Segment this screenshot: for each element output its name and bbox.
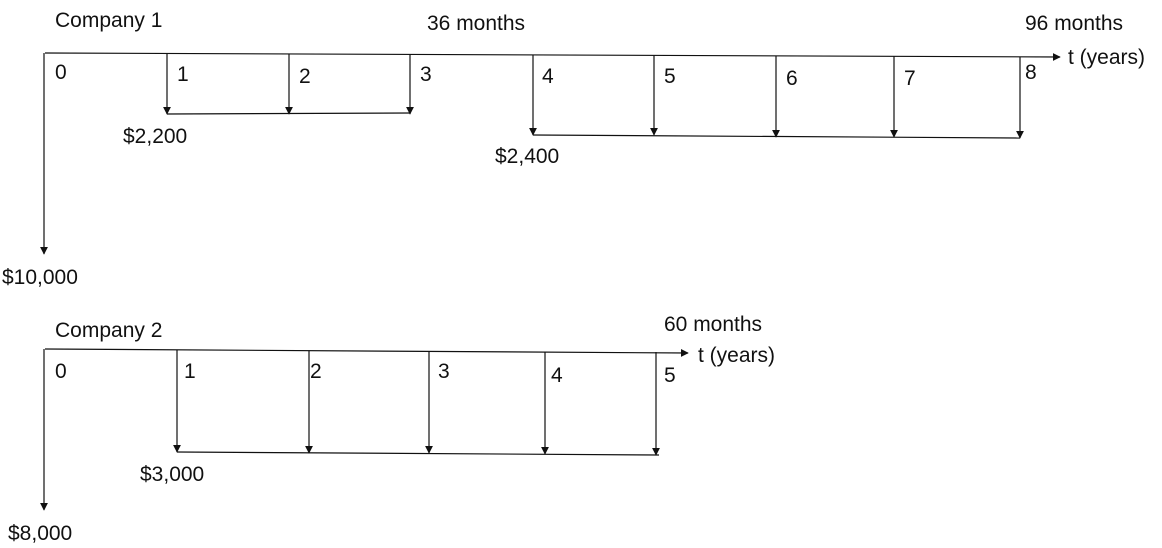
company-1-payment-group-2-amount: $2,400 bbox=[495, 145, 560, 168]
company-1-period-0: 0 bbox=[55, 61, 67, 84]
company-2-diagram bbox=[8, 313, 775, 545]
company-1-period-3: 3 bbox=[420, 63, 432, 86]
company-1-period-2: 2 bbox=[299, 65, 311, 88]
company-2-payment-group-connector bbox=[177, 452, 659, 455]
company-2-period-4: 4 bbox=[551, 364, 563, 387]
company-2-time-axis bbox=[45, 349, 688, 353]
company-1-marker-96-months: 96 months bbox=[1025, 12, 1124, 35]
company-1-period-5: 5 bbox=[664, 65, 676, 88]
company-2-period-3: 3 bbox=[438, 360, 450, 383]
company-2-marker-60-months: 60 months bbox=[664, 313, 763, 336]
company-1-marker-36-months: 36 months bbox=[427, 12, 526, 35]
company-2-initial-outflow-label: $8,000 bbox=[8, 522, 73, 545]
company-1-period-8: 8 bbox=[1025, 61, 1037, 84]
company-1-period-7: 7 bbox=[904, 67, 916, 90]
company-1-period-6: 6 bbox=[786, 67, 798, 90]
company-1-axis-label: t (years) bbox=[1068, 46, 1146, 69]
company-1-initial-outflow-label: $10,000 bbox=[2, 266, 78, 289]
company-2-period-1: 1 bbox=[184, 360, 196, 383]
company-1-payment-group-1-connector bbox=[167, 113, 410, 114]
company-1-time-axis bbox=[45, 53, 1060, 57]
company-2-period-0: 0 bbox=[55, 360, 67, 383]
company-2-title: Company 2 bbox=[55, 319, 163, 342]
company-2-payment-group-amount: $3,000 bbox=[140, 463, 205, 486]
company-1-period-4: 4 bbox=[542, 65, 554, 88]
company-2-axis-label: t (years) bbox=[698, 344, 776, 367]
company-2-period-5: 5 bbox=[664, 364, 676, 387]
company-2-period-2: 2 bbox=[310, 360, 322, 383]
company-1-payment-group-1-amount: $2,200 bbox=[123, 125, 188, 148]
company-1-period-1: 1 bbox=[177, 63, 189, 86]
company-1-title: Company 1 bbox=[55, 9, 163, 32]
company-1-diagram bbox=[2, 9, 1145, 289]
